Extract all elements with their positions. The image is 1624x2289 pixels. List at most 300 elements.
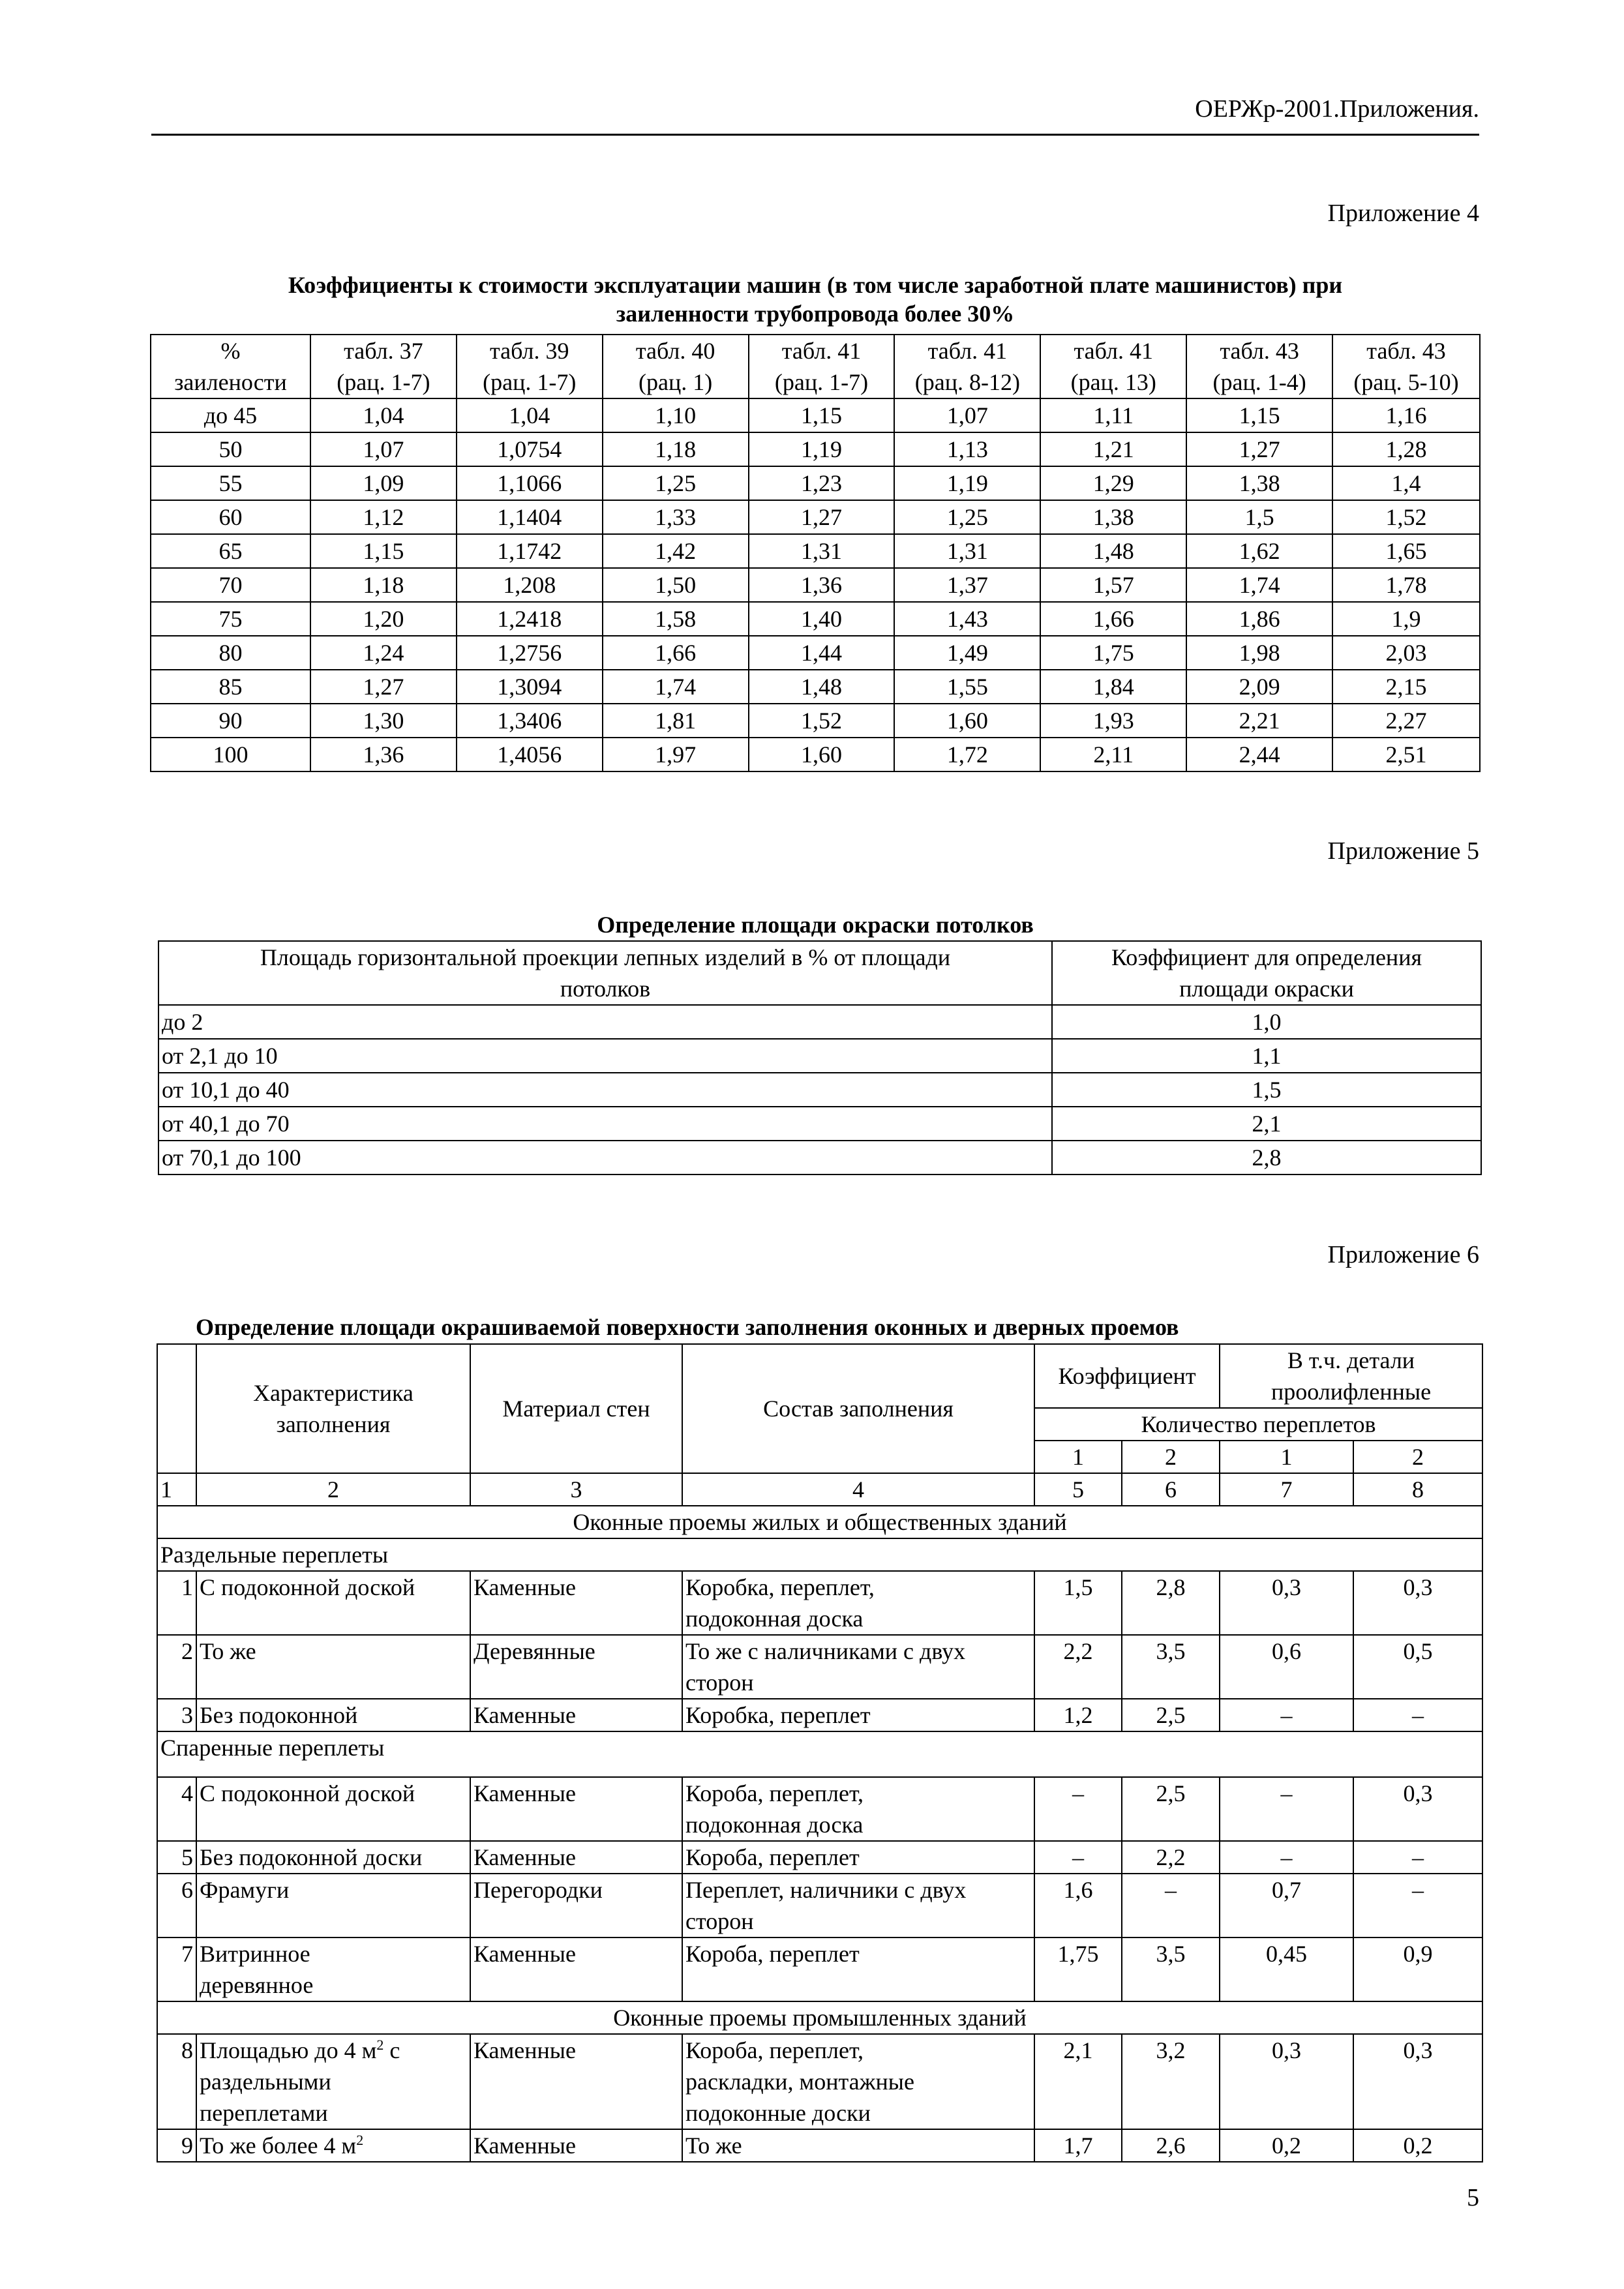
header-cell-line: табл. 41 (927, 338, 1008, 364)
value-cell: 1,4 (1332, 466, 1480, 500)
value-cell: 1,38 (1186, 466, 1332, 500)
value-cell: 1,93 (1040, 704, 1186, 738)
value-cell: – (1122, 1874, 1220, 1937)
header-cell-line: табл. 40 (635, 338, 715, 364)
composition-line: Коробка, переплет (685, 1702, 871, 1728)
value-cell: – (1353, 1874, 1482, 1937)
row-label-cell: 80 (151, 636, 310, 670)
table-row (151, 670, 1480, 704)
row-label-cell: 60 (151, 500, 310, 534)
value-cell: 1,20 (310, 602, 457, 636)
characteristic-line: Без подоконной доски (200, 1844, 423, 1870)
header-cell-line: (рац. 1-7) (483, 369, 577, 395)
header-cell-8 (1332, 335, 1480, 398)
composition-line: сторон (685, 1669, 754, 1696)
composition-cell (682, 1777, 1034, 1841)
header-coefficient: Коэффициент (1034, 1344, 1220, 1408)
value-cell: 1,65 (1332, 534, 1480, 568)
value-cell: 1,19 (749, 432, 895, 466)
table-row (157, 2034, 1482, 2129)
header-characteristic (196, 1344, 470, 1473)
characteristic-cell (196, 1777, 470, 1841)
table-row (157, 1841, 1482, 1874)
wall-material-cell: Каменные (470, 1699, 682, 1731)
coefficient-cell: 2,8 (1052, 1141, 1481, 1174)
value-cell: 1,21 (1040, 432, 1186, 466)
header-cell-line: табл. 39 (489, 338, 569, 364)
section-row-cell: Оконные проемы жилых и общественных зданий (157, 1506, 1482, 1538)
column-number-cell: 2 (196, 1473, 470, 1506)
header-cell-3 (603, 335, 749, 398)
header-characteristic-line1: Характеристика (253, 1380, 414, 1406)
composition-line: подоконная доска (685, 1606, 864, 1632)
composition-cell (682, 2129, 1034, 2162)
header-cell-5 (894, 335, 1040, 398)
value-cell: 0,2 (1353, 2129, 1482, 2162)
value-cell: 1,18 (310, 568, 457, 602)
value-cell: 1,84 (1040, 670, 1186, 704)
value-cell: 1,33 (603, 500, 749, 534)
section-row (157, 1506, 1482, 1538)
row-number-cell: 6 (157, 1874, 196, 1937)
row-label-cell: 85 (151, 670, 310, 704)
column-numbers-row (157, 1473, 1482, 1506)
table-row (151, 568, 1480, 602)
characteristic-text: с (383, 2037, 400, 2063)
header-cell-2 (457, 335, 603, 398)
value-cell: 1,30 (310, 704, 457, 738)
value-cell: 1,49 (894, 636, 1040, 670)
value-cell: 2,5 (1122, 1777, 1220, 1841)
row-label-cell: 55 (151, 466, 310, 500)
header-cell-line: (рац. 5-10) (1353, 369, 1459, 395)
superscript-text: 2 (376, 2037, 384, 2053)
composition-line: Короба, переплет (685, 1844, 860, 1870)
value-cell: 0,3 (1220, 1571, 1353, 1635)
table-row (151, 602, 1480, 636)
value-cell: – (1353, 1841, 1482, 1874)
header-frames-sub: 2 (1353, 1441, 1482, 1473)
value-cell: 1,29 (1040, 466, 1186, 500)
value-cell: 2,44 (1186, 738, 1332, 771)
appendix5-title: Определение площади окраски потолков (597, 912, 1034, 938)
composition-cell (682, 2034, 1034, 2129)
header-cell-line: заилености (174, 369, 287, 395)
characteristic-line: То же (200, 1638, 256, 1664)
row-label-cell: 65 (151, 534, 310, 568)
area-range-cell: от 70,1 до 100 (158, 1141, 1052, 1174)
wall-material-cell: Каменные (470, 1937, 682, 2001)
table-row (158, 1073, 1481, 1107)
value-cell: – (1034, 1777, 1122, 1841)
value-cell: 2,11 (1040, 738, 1186, 771)
row-label-cell: 90 (151, 704, 310, 738)
value-cell: – (1034, 1841, 1122, 1874)
composition-cell (682, 1571, 1034, 1635)
value-cell: 1,50 (603, 568, 749, 602)
table-row (157, 1777, 1482, 1841)
value-cell: 2,2 (1122, 1841, 1220, 1874)
characteristic-text: Площадью до 4 м (200, 2037, 377, 2063)
composition-line: сторон (685, 1908, 754, 1934)
area-range-cell: от 10,1 до 40 (158, 1073, 1052, 1107)
column-number-cell: 5 (1034, 1473, 1122, 1506)
table-header-row (158, 941, 1481, 1005)
characteristic-line (200, 2130, 467, 2161)
value-cell: 1,36 (749, 568, 895, 602)
header-cell-line: табл. 43 (1220, 338, 1299, 364)
value-cell: 0,3 (1353, 1571, 1482, 1635)
value-cell: 1,27 (749, 500, 895, 534)
appendix6-title: Определение площади окрашиваемой поверхности заполнения оконных и дверных проемов (196, 1314, 1179, 1340)
composition-cell (682, 1699, 1034, 1731)
header-details-line1: В т.ч. детали (1287, 1347, 1415, 1373)
coefficient-cell: 2,1 (1052, 1107, 1481, 1141)
value-cell: 1,07 (894, 398, 1040, 432)
value-cell: 0,7 (1220, 1874, 1353, 1937)
header-characteristic-line2: заполнения (276, 1411, 391, 1437)
wall-material-cell: Каменные (470, 2034, 682, 2129)
table-row (157, 1635, 1482, 1699)
value-cell: 1,04 (457, 398, 603, 432)
value-cell: 1,5 (1186, 500, 1332, 534)
composition-cell (682, 1841, 1034, 1874)
value-cell: 1,48 (1040, 534, 1186, 568)
header-cell-line: % (220, 338, 241, 364)
window-paint-table (157, 1343, 1483, 2162)
table-row (158, 1005, 1481, 1039)
value-cell: 1,36 (310, 738, 457, 771)
value-cell: 1,60 (749, 738, 895, 771)
characteristic-cell (196, 1874, 470, 1937)
value-cell: 0,6 (1220, 1635, 1353, 1699)
table-row (151, 432, 1480, 466)
value-cell: 1,208 (457, 568, 603, 602)
column-number-cell: 1 (157, 1473, 196, 1506)
value-cell: 1,3094 (457, 670, 603, 704)
value-cell: 1,37 (894, 568, 1040, 602)
value-cell: 1,19 (894, 466, 1040, 500)
characteristic-line: переплетами (200, 2100, 328, 2126)
value-cell: 1,15 (310, 534, 457, 568)
value-cell: 1,18 (603, 432, 749, 466)
appendix4-title-line2: заиленности трубопровода более 30% (616, 301, 1015, 327)
header-cell-4 (749, 335, 895, 398)
characteristic-cell (196, 1937, 470, 2001)
value-cell: 1,9 (1332, 602, 1480, 636)
characteristic-line: Без подоконной (200, 1702, 358, 1728)
characteristic-line (200, 2035, 467, 2066)
group-row (157, 1538, 1482, 1571)
value-cell: 1,74 (603, 670, 749, 704)
area-range-cell: до 2 (158, 1005, 1052, 1039)
header-coefficient (1052, 941, 1481, 1005)
header-frames-count: Количество переплетов (1034, 1408, 1482, 1441)
value-cell: 2,8 (1122, 1571, 1220, 1635)
composition-line: Короба, переплет, (685, 2037, 864, 2063)
row-number-cell: 4 (157, 1777, 196, 1841)
row-label-cell: 100 (151, 738, 310, 771)
value-cell: 1,13 (894, 432, 1040, 466)
table-row (151, 398, 1480, 432)
section-row (157, 2001, 1482, 2034)
value-cell: 1,2 (1034, 1699, 1122, 1731)
header-details-line2: проолифленные (1271, 1379, 1432, 1405)
table-row (157, 1937, 1482, 2001)
value-cell: 1,62 (1186, 534, 1332, 568)
row-number-cell: 2 (157, 1635, 196, 1699)
value-cell: 1,78 (1332, 568, 1480, 602)
value-cell: 2,2 (1034, 1635, 1122, 1699)
value-cell: 1,1742 (457, 534, 603, 568)
header-cell-line: табл. 41 (1074, 338, 1154, 364)
value-cell: 1,31 (894, 534, 1040, 568)
header-divider (151, 134, 1479, 136)
table-row (151, 534, 1480, 568)
coefficients-table (150, 334, 1481, 772)
value-cell: 1,52 (749, 704, 895, 738)
row-number-cell: 1 (157, 1571, 196, 1635)
header-frames-sub: 1 (1034, 1441, 1122, 1473)
characteristic-cell (196, 1635, 470, 1699)
value-cell: 1,07 (310, 432, 457, 466)
header-area-line1: Площадь горизонтальной проекции лепных изделий в % от площади (260, 944, 951, 970)
header-cell-7 (1186, 335, 1332, 398)
header-cell-6 (1040, 335, 1186, 398)
value-cell: 1,0754 (457, 432, 603, 466)
value-cell: 1,23 (749, 466, 895, 500)
value-cell: 0,5 (1353, 1635, 1482, 1699)
value-cell: 1,1404 (457, 500, 603, 534)
value-cell: 1,72 (894, 738, 1040, 771)
header-material: Материал стен (470, 1344, 682, 1473)
value-cell: 0,2 (1220, 2129, 1353, 2162)
value-cell: 2,15 (1332, 670, 1480, 704)
header-frames-sub: 2 (1122, 1441, 1220, 1473)
composition-line: Коробка, переплет, (685, 1574, 875, 1600)
column-number-cell: 7 (1220, 1473, 1353, 1506)
row-number-cell: 7 (157, 1937, 196, 2001)
value-cell: 1,15 (749, 398, 895, 432)
value-cell: 1,6 (1034, 1874, 1122, 1937)
value-cell: 1,04 (310, 398, 457, 432)
value-cell: – (1220, 1777, 1353, 1841)
appendix6-label: Приложение 6 (1327, 1241, 1479, 1268)
value-cell: 1,58 (603, 602, 749, 636)
area-range-cell: от 2,1 до 10 (158, 1039, 1052, 1073)
value-cell: 1,12 (310, 500, 457, 534)
wall-material-cell: Деревянные (470, 1635, 682, 1699)
row-label-cell: 50 (151, 432, 310, 466)
value-cell: 2,03 (1332, 636, 1480, 670)
table-header-row (151, 335, 1480, 398)
characteristic-line: Витринное (200, 1941, 310, 1967)
composition-cell (682, 1937, 1034, 2001)
row-label-cell: 75 (151, 602, 310, 636)
header-cell-line: (рац. 1-7) (774, 369, 869, 395)
wall-material-cell: Каменные (470, 1841, 682, 1874)
composition-line: подоконные доски (685, 2100, 871, 2126)
table-row (157, 1699, 1482, 1731)
table-row (157, 1571, 1482, 1635)
value-cell: 1,66 (603, 636, 749, 670)
value-cell: 1,86 (1186, 602, 1332, 636)
characteristic-line: деревянное (200, 1972, 314, 1998)
characteristic-text: То же более 4 м (200, 2132, 357, 2159)
characteristic-cell (196, 1571, 470, 1635)
wall-material-cell: Каменные (470, 1571, 682, 1635)
value-cell: 1,75 (1040, 636, 1186, 670)
value-cell: 1,52 (1332, 500, 1480, 534)
value-cell: 1,09 (310, 466, 457, 500)
value-cell: 1,43 (894, 602, 1040, 636)
value-cell: 1,75 (1034, 1937, 1122, 2001)
header-area-line2: потолков (560, 976, 651, 1002)
header-cell-line: (рац. 1-4) (1212, 369, 1306, 395)
value-cell: 1,40 (749, 602, 895, 636)
value-cell: 1,28 (1332, 432, 1480, 466)
column-number-cell: 8 (1353, 1473, 1482, 1506)
group-row-cell: Раздельные переплеты (157, 1538, 1482, 1571)
value-cell: 1,81 (603, 704, 749, 738)
value-cell: 2,09 (1186, 670, 1332, 704)
table-row (157, 1874, 1482, 1937)
superscript-text: 2 (356, 2132, 364, 2148)
characteristic-line: раздельными (200, 2069, 331, 2095)
value-cell: 1,74 (1186, 568, 1332, 602)
table-row (158, 1107, 1481, 1141)
row-number-cell: 5 (157, 1841, 196, 1874)
table-row (158, 1141, 1481, 1174)
appendix4-title-line1: Коэффициенты к стоимости эксплуатации машин (в том числе заработной плате машинистов) при (288, 272, 1343, 298)
composition-line: подоконная доска (685, 1812, 864, 1838)
value-cell: 1,1066 (457, 466, 603, 500)
page-header-title: ОЕРЖр-2001.Приложения. (1195, 95, 1479, 123)
row-label-cell: до 45 (151, 398, 310, 432)
value-cell: – (1220, 1841, 1353, 1874)
characteristic-cell (196, 2034, 470, 2129)
appendix5-label: Приложение 5 (1327, 837, 1479, 865)
value-cell: 0,3 (1220, 2034, 1353, 2129)
header-cell-line: (рац. 13) (1070, 369, 1156, 395)
value-cell: 2,1 (1034, 2034, 1122, 2129)
area-range-cell: от 40,1 до 70 (158, 1107, 1052, 1141)
value-cell: 1,10 (603, 398, 749, 432)
value-cell: – (1220, 1699, 1353, 1731)
section-row-cell: Оконные проемы промышленных зданий (157, 2001, 1482, 2034)
value-cell: 2,21 (1186, 704, 1332, 738)
table-row (151, 500, 1480, 534)
value-cell: 3,2 (1122, 2034, 1220, 2129)
table-row (151, 704, 1480, 738)
value-cell: 1,2418 (457, 602, 603, 636)
value-cell: 1,44 (749, 636, 895, 670)
composition-line: Короба, переплет, (685, 1780, 864, 1806)
appendix4-title (151, 271, 1479, 328)
value-cell: 1,3406 (457, 704, 603, 738)
value-cell: 2,6 (1122, 2129, 1220, 2162)
header-cell-line: табл. 41 (781, 338, 862, 364)
value-cell: 1,27 (310, 670, 457, 704)
value-cell: 1,55 (894, 670, 1040, 704)
header-cell-line: табл. 43 (1366, 338, 1446, 364)
group-row-cell: Спаренные переплеты (157, 1731, 1482, 1777)
value-cell: 1,24 (310, 636, 457, 670)
value-cell: 2,51 (1332, 738, 1480, 771)
value-cell: 2,27 (1332, 704, 1480, 738)
value-cell: 1,11 (1040, 398, 1186, 432)
value-cell: 1,31 (749, 534, 895, 568)
value-cell: 1,27 (1186, 432, 1332, 466)
row-number-cell: 9 (157, 2129, 196, 2162)
coefficient-cell: 1,5 (1052, 1073, 1481, 1107)
wall-material-cell: Каменные (470, 2129, 682, 2162)
header-num-blank (157, 1344, 196, 1473)
header-area-percent (158, 941, 1052, 1005)
table-row (158, 1039, 1481, 1073)
value-cell: 1,42 (603, 534, 749, 568)
table-row (151, 636, 1480, 670)
value-cell: 3,5 (1122, 1937, 1220, 2001)
header-cell-line: (рац. 8-12) (914, 369, 1020, 395)
row-number-cell: 3 (157, 1699, 196, 1731)
header-cell-1 (310, 335, 457, 398)
value-cell: 0,3 (1353, 2034, 1482, 2129)
value-cell: 1,25 (894, 500, 1040, 534)
header-cell-line: (рац. 1) (639, 369, 713, 395)
header-cell-line: табл. 37 (344, 338, 423, 364)
table-row (151, 738, 1480, 771)
value-cell: 1,15 (1186, 398, 1332, 432)
header-coefficient-line1: Коэффициент для определения (1111, 944, 1422, 970)
composition-cell (682, 1874, 1034, 1937)
characteristic-cell (196, 1699, 470, 1731)
header-cell-0 (151, 335, 310, 398)
header-coefficient-line2: площади окраски (1179, 976, 1354, 1002)
value-cell: 1,97 (603, 738, 749, 771)
value-cell: – (1353, 1699, 1482, 1731)
appendix4-label: Приложение 4 (1327, 200, 1479, 227)
row-label-cell: 70 (151, 568, 310, 602)
composition-line: То же (685, 2132, 742, 2159)
characteristic-line: С подоконной доской (200, 1780, 415, 1806)
header-frames-sub: 1 (1220, 1441, 1353, 1473)
column-number-cell: 6 (1122, 1473, 1220, 1506)
wall-material-cell: Каменные (470, 1777, 682, 1841)
characteristic-line: Фрамуги (200, 1877, 290, 1903)
composition-cell (682, 1635, 1034, 1699)
value-cell: 1,5 (1034, 1571, 1122, 1635)
value-cell: 1,66 (1040, 602, 1186, 636)
ceiling-paint-table (158, 940, 1482, 1175)
value-cell: 1,48 (749, 670, 895, 704)
table-row (151, 466, 1480, 500)
value-cell: 0,3 (1353, 1777, 1482, 1841)
composition-line: Короба, переплет (685, 1941, 860, 1967)
value-cell: 2,5 (1122, 1699, 1220, 1731)
page-number: 5 (1467, 2184, 1479, 2211)
value-cell: 1,7 (1034, 2129, 1122, 2162)
header-composition: Состав заполнения (682, 1344, 1034, 1473)
row-number-cell: 8 (157, 2034, 196, 2129)
characteristic-line: С подоконной доской (200, 1574, 415, 1600)
characteristic-cell (196, 2129, 470, 2162)
value-cell: 3,5 (1122, 1635, 1220, 1699)
group-row (157, 1731, 1482, 1777)
value-cell: 1,25 (603, 466, 749, 500)
value-cell: 0,45 (1220, 1937, 1353, 2001)
column-number-cell: 3 (470, 1473, 682, 1506)
